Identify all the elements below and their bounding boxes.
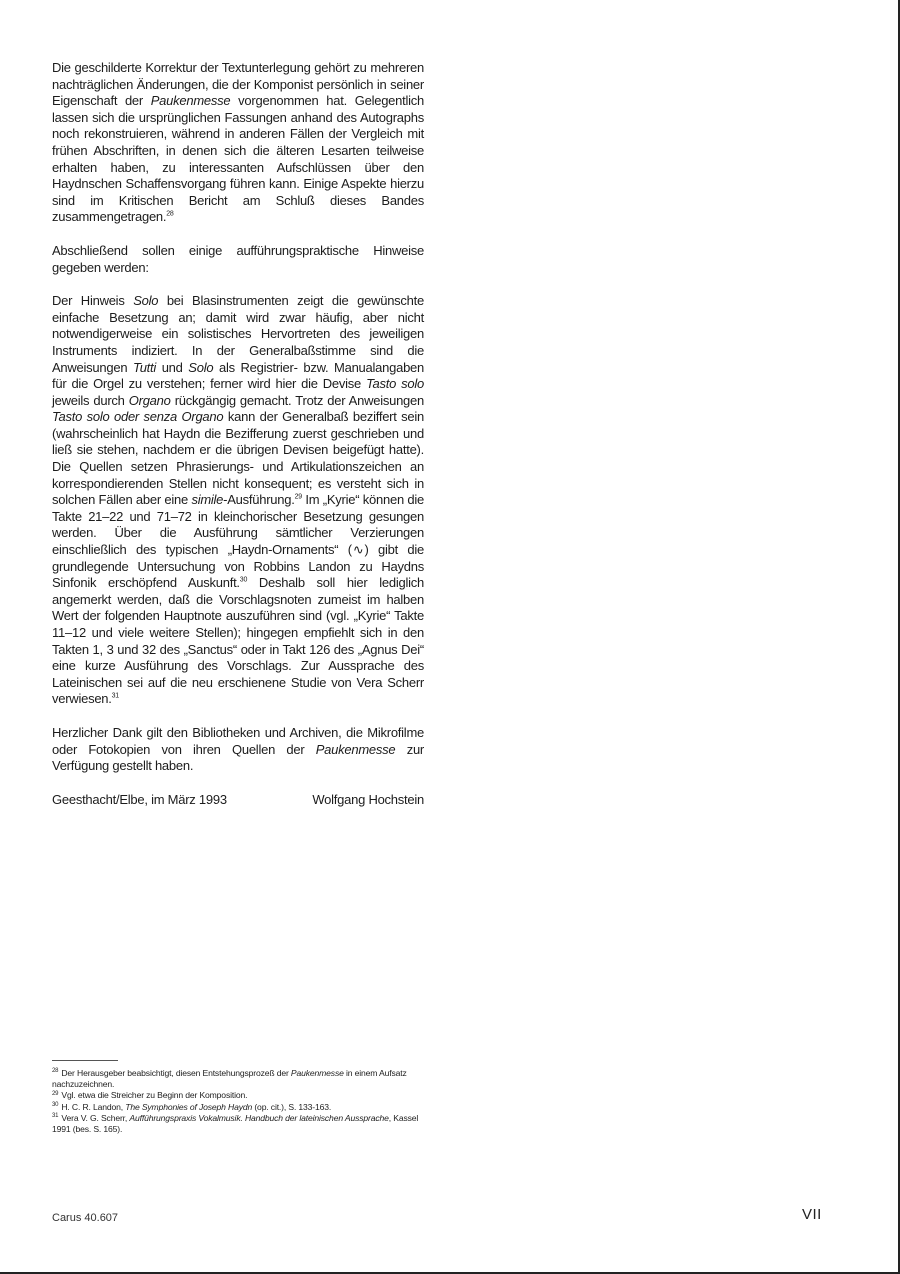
footnote-item xyxy=(52,1068,424,1090)
paragraph-performance-practice xyxy=(52,293,424,708)
text-run: Die geschilderte Korrektur der Textunterlegung gehört zu mehreren nachträglichen Änderungen, die der Komponist persönlich in seiner Eigenschaft der xyxy=(52,60,424,109)
text-run: ) gibt die grundlegende Untersuchung von Robbins Landon zu Haydns Sinfonik erschöpfend Auskunft. xyxy=(52,542,424,591)
paragraph-revisions xyxy=(52,60,424,226)
footnote-ref: 28 xyxy=(166,211,174,219)
italic-title: The Symphonies of Joseph Haydn xyxy=(125,1101,253,1112)
text-run: Deshalb soll hier lediglich angemerkt werden, daß die Vorschlagsnoten zumeist im halben Wert der folgenden Hauptnote auszuführen sind (vgl. „Kyrie“ Takte 11–12 und viele weitere Stellen); hingegen empfiehlt sich in den Takten 1, 3 und 32 des „Sanctus“ oder in Takt 126 des „Agnus Dei“ eine kurze Ausführung des Vorschlags. Zur Aussprache des Lateinischen sei auf die neu erschienene Studie von Vera Scherr verwiesen. xyxy=(52,575,424,707)
italic-term: Tasto solo xyxy=(366,376,425,392)
text-run: bei Blasinstrumenten zeigt die gewünschte einfache Besetzung an; damit wird zwar häufig, aber nicht notwendigerweise ein solistisches Hervortreten des jeweiligen Instruments indiziert. In der Generalbaßstimme sind die Anweisungen xyxy=(52,293,424,375)
signature-author: Wolfgang Hochstein xyxy=(312,791,424,807)
footnote-ref: 29 xyxy=(294,493,302,501)
footnote-ref: 30 xyxy=(239,576,248,584)
text-run: rückgängig gemacht. Trotz der Anweisungen xyxy=(170,392,424,408)
footnote-item xyxy=(52,1102,424,1113)
text-run: H. C. R. Landon, xyxy=(61,1101,126,1112)
catalog-number: Carus 40.607 xyxy=(52,1212,119,1224)
text-run: kann der Generalbaß beziffert sein (wahrscheinlich hat Haydn die Bezifferung zuerst geschrieben und ließ sie stehen, nachdem er die übrigen Devisen beigefügt hatte). Die Quellen setzen Phrasierungs- und Artikulationszeichen an korrespondierenden Stellen nicht konsequent; es versteht sich in solchen Fällen aber eine xyxy=(52,409,424,508)
main-text-column xyxy=(52,60,424,825)
italic-title: Aufführungspraxis Vokalmusik. Handbuch der lateinischen Aussprache xyxy=(129,1112,389,1123)
signature-place-date: Geesthacht/Elbe, im März 1993 xyxy=(52,791,227,807)
text-run: Vgl. etwa die Streicher zu Beginn der Komposition. xyxy=(61,1090,248,1101)
text-run: -Ausführung. xyxy=(223,492,295,508)
haydn-ornament-icon: ∿ xyxy=(352,542,364,558)
italic-term: Solo xyxy=(133,293,159,309)
footnote-ref: 31 xyxy=(111,693,119,701)
page-number: VII xyxy=(802,1206,822,1223)
text-run: und xyxy=(156,359,189,375)
italic-term: Tutti xyxy=(132,359,157,375)
footnote-item xyxy=(52,1113,424,1135)
footnote-number: 28 xyxy=(52,1068,59,1075)
text-run: zur Verfügung gestellt haben. xyxy=(52,741,425,774)
text-run: , Kassel 1991 (bes. S. 165). xyxy=(52,1112,419,1135)
text-run: Der Herausgeber beabsichtigt, diesen Entstehungsprozeß der xyxy=(61,1068,291,1078)
footnote-divider xyxy=(52,1060,118,1061)
italic-title: Paukenmesse xyxy=(290,1068,344,1078)
text-run: in einem Aufsatz nachzuzeichnen. xyxy=(52,1068,407,1090)
text-run: jeweils durch xyxy=(52,392,129,408)
text-run: (op. cit.), S. 133-163. xyxy=(252,1101,332,1112)
signature-line xyxy=(52,792,424,809)
italic-term: Organo xyxy=(128,392,171,408)
footnote-number: 30 xyxy=(52,1101,59,1108)
paragraph-acknowledgements xyxy=(52,725,424,775)
text-run: Herzlicher Dank gilt den Bibliotheken und Archiven, die Mikrofilme oder Fotokopien von ihren Quellen der xyxy=(52,724,424,757)
footnote-number: 31 xyxy=(52,1112,59,1119)
text-run: vorgenommen hat. Gelegentlich lassen sich die ursprünglichen Fassungen anhand des Autographs noch rekonstruieren, während in anderen Fällen der Vergleich mit frühen Abschriften, in denen sich die älteren Lesarten teilweise erhalten haben, zu interessanten Aufschlüssen über den Haydnschen Schaffensvorgang führen kann. Einige Aspekte hierzu sind im Kritischen Bericht am Schluß dieses Bandes zusammengetragen. xyxy=(52,93,424,225)
text-run: Vera V. G. Scherr, xyxy=(61,1112,130,1123)
text-run: Im „Kyrie“ können die Takte 21–22 und 71–72 in kleinchorischer Besetzung gesungen werden. Über die Ausführung sämtlicher Verzierungen einschließlich des typischen „Haydn-Ornaments“ ( xyxy=(52,492,424,558)
italic-term: Tasto solo oder senza Organo xyxy=(52,409,224,425)
footnote-number: 29 xyxy=(52,1090,59,1097)
italic-title: Paukenmesse xyxy=(150,93,231,109)
italic-term: Solo xyxy=(188,359,214,375)
italic-term: simile xyxy=(191,492,224,508)
text-run: Der Hinweis xyxy=(52,293,134,309)
footnotes xyxy=(52,1068,424,1135)
italic-title: Paukenmesse xyxy=(315,741,396,757)
text-run: als Registrier- bzw. Manualangaben für die Orgel zu verstehen; ferner wird hier die Devise xyxy=(52,359,425,392)
paragraph-intro-hints: Abschließend sollen einige aufführungspraktische Hinweise gegeben werden: xyxy=(52,242,424,275)
footnote-item xyxy=(52,1090,424,1101)
